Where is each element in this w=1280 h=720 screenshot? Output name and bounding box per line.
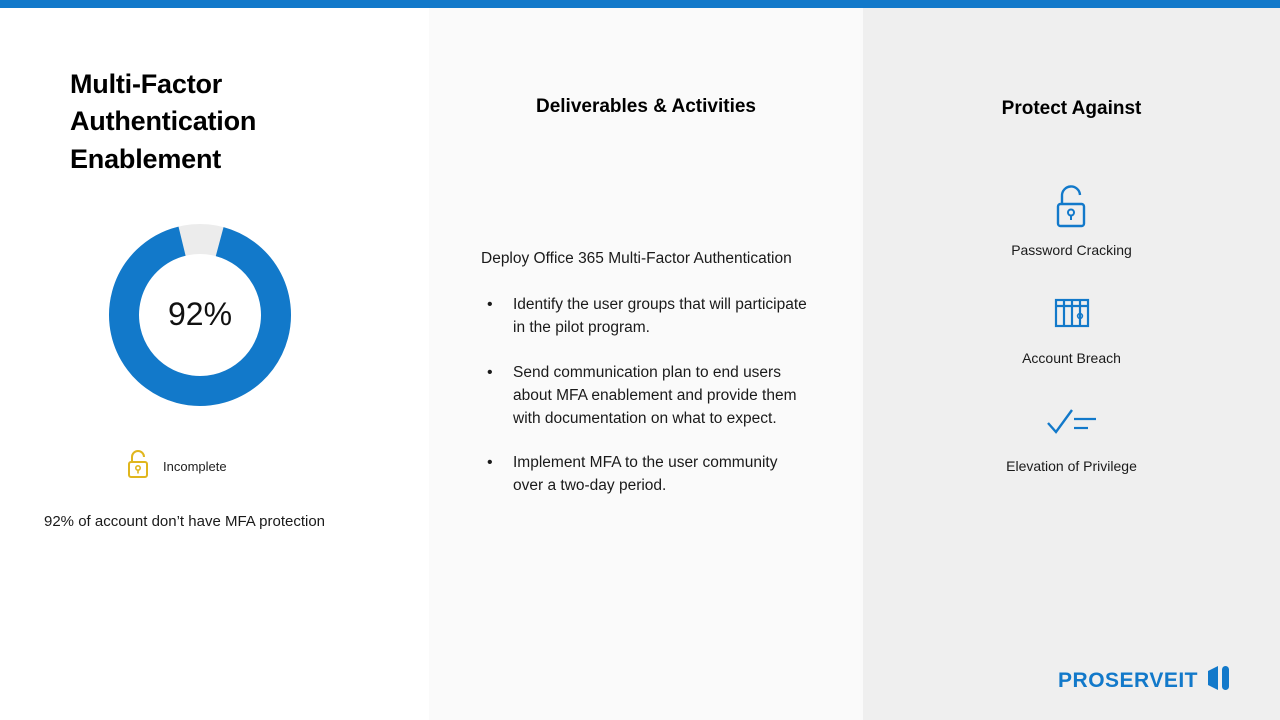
top-accent-bar xyxy=(0,0,1280,8)
deliverables-body xyxy=(481,248,811,498)
threat-item-password-cracking xyxy=(1011,182,1132,258)
threat-label: Account Breach xyxy=(1022,350,1121,366)
open-padlock-icon xyxy=(1049,182,1093,232)
protect-against-heading: Protect Against xyxy=(1001,98,1142,119)
chart-caption: 92% of account don’t have MFA protection xyxy=(44,512,326,530)
threats-list xyxy=(903,182,1240,506)
donut-chart xyxy=(105,220,295,410)
page-title: Multi-Factor Authentication Enablement xyxy=(70,69,257,174)
right-column xyxy=(863,8,1280,720)
donut-legend xyxy=(125,448,369,485)
legend-label: Incomplete xyxy=(163,458,227,474)
threat-item-elevation-of-privilege xyxy=(1006,398,1137,474)
list-item: • Implement MFA to the user community over a two-day period. xyxy=(481,452,811,498)
logo-text: PROSERVEIT xyxy=(1058,668,1198,692)
checklist-icon xyxy=(1040,398,1104,448)
threat-item-account-breach xyxy=(1022,290,1121,366)
prison-bars-icon xyxy=(1048,290,1096,340)
unlock-icon xyxy=(125,448,151,485)
columns-container xyxy=(0,8,1280,720)
list-item: • Identify the user groups that will participate in the pilot program. xyxy=(481,294,811,340)
activities-list xyxy=(481,294,811,497)
logo-mark-icon xyxy=(1204,663,1234,698)
threat-label: Elevation of Privilege xyxy=(1006,458,1137,474)
middle-column xyxy=(429,8,863,720)
left-column xyxy=(0,8,429,720)
list-item: • Send communication plan to end users about MFA enablement and provide them with documentation on what to expect. xyxy=(481,362,811,430)
deliverables-heading: Deliverables & Activities xyxy=(535,96,756,117)
threat-label: Password Cracking xyxy=(1011,242,1132,258)
proserveit-logo xyxy=(1058,663,1234,698)
donut-value-label: 92% xyxy=(167,296,233,333)
deliverables-lead: Deploy Office 365 Multi-Factor Authentication xyxy=(481,250,792,267)
